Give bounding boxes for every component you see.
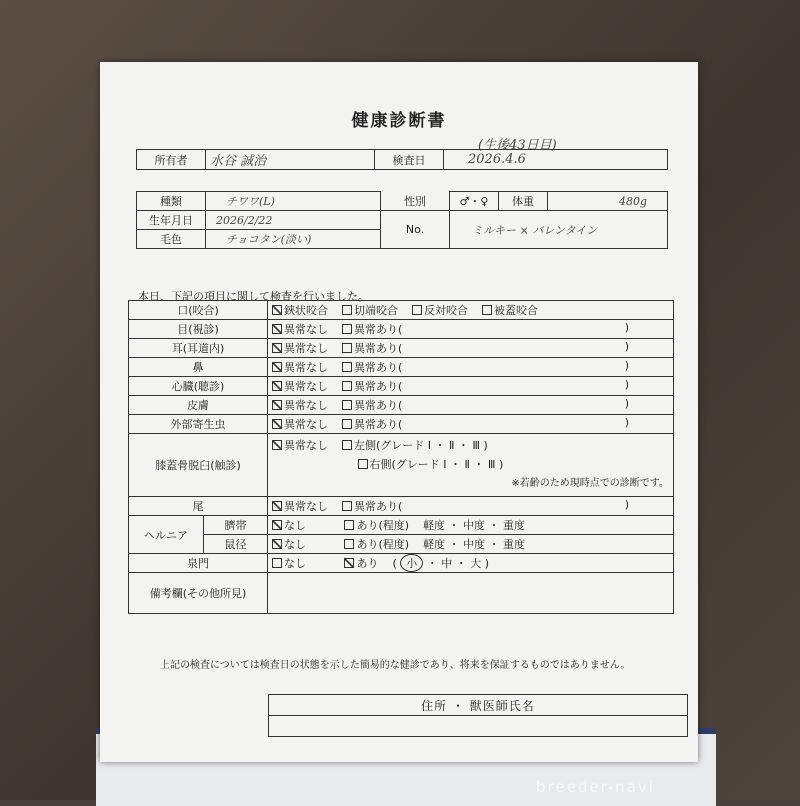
fontanelle-small-circled: 小	[400, 554, 423, 572]
disclaimer: 上記の検査については検査日の状態を示した簡易的な健診であり、将来を保証するものではありません。	[160, 660, 631, 671]
weight-label: 体重	[499, 192, 548, 211]
checkbox-icon	[342, 305, 352, 315]
tail-close: )	[624, 498, 629, 511]
breed-value: チワワ(L)	[206, 192, 381, 211]
row-ear	[129, 339, 674, 358]
hernia-umbilical-grades: 軽度 ・ 中度 ・ 重度	[423, 519, 526, 532]
eye-label: 目(視診)	[129, 320, 268, 339]
hernia-inguinal-grades: 軽度 ・ 中度 ・ 重度	[423, 538, 526, 551]
owner-label: 所有者	[137, 150, 206, 170]
nose-label: 鼻	[129, 358, 268, 377]
checkbox-icon	[358, 459, 368, 469]
eye-ng: 異常あり(	[354, 323, 403, 336]
owner-value: 水谷 誠治	[206, 150, 375, 170]
health-certificate-sheet	[100, 62, 698, 762]
date-label: 検査日	[375, 150, 444, 170]
checkbox-checked-icon	[272, 501, 282, 511]
patella-note: ※若齢のため現時点での診断です。	[511, 478, 669, 489]
checkbox-icon	[342, 501, 352, 511]
row-skin	[129, 396, 674, 415]
checkbox-checked-icon	[272, 539, 282, 549]
ear-options	[268, 339, 674, 358]
remarks-value	[268, 573, 674, 614]
watermark: breeder-navi	[536, 778, 655, 796]
hernia-umbilical-yes: あり(程度)	[356, 519, 410, 532]
checkbox-icon	[344, 539, 354, 549]
exam-intro: 本日、下記の項目に関して検査を行いました。	[138, 290, 369, 303]
checkbox-icon	[342, 343, 352, 353]
patella-options	[268, 434, 674, 497]
parasite-ok: 異常なし	[284, 418, 328, 431]
row-tail	[129, 497, 674, 516]
checkbox-checked-icon	[272, 520, 282, 530]
fontanelle-none: なし	[284, 557, 306, 570]
mouth-opt1: 鋏状咬合	[284, 304, 328, 317]
vet-label: 住所 ・ 獣医師氏名	[269, 695, 688, 716]
eye-close: )	[624, 321, 629, 334]
skin-ok: 異常なし	[284, 399, 328, 412]
breed-label: 種類	[137, 192, 206, 211]
nose-options	[268, 358, 674, 377]
heart-ng: 異常あり(	[354, 380, 403, 393]
checkbox-icon	[344, 520, 354, 530]
row-fontanelle	[129, 554, 674, 573]
checkbox-checked-icon	[272, 343, 282, 353]
hernia-inguinal-label: 鼠径	[203, 535, 267, 554]
checkbox-icon	[342, 324, 352, 334]
mouth-opt2: 切端咬合	[354, 304, 398, 317]
sex-value: ♂・♀	[450, 192, 499, 211]
parasite-label: 外部寄生虫	[129, 415, 268, 434]
heart-ok: 異常なし	[284, 380, 328, 393]
tail-ng: 異常あり(	[354, 500, 403, 513]
checkbox-icon	[342, 419, 352, 429]
remarks-label: 備考欄(その他所見)	[129, 573, 268, 614]
checkbox-icon	[342, 362, 352, 372]
eye-ok: 異常なし	[284, 323, 328, 336]
skin-options	[268, 396, 674, 415]
dob-value: 2026/2/22	[206, 211, 381, 230]
color-label: 毛色	[137, 230, 206, 249]
heart-label: 心臓(聴診)	[129, 377, 268, 396]
hernia-umbilical-options	[268, 516, 674, 535]
row-patella	[129, 434, 674, 497]
hernia-inguinal-yes: あり(程度)	[356, 538, 410, 551]
checkbox-checked-icon	[272, 400, 282, 410]
parasite-options	[268, 415, 674, 434]
checkbox-checked-icon	[272, 324, 282, 334]
heart-options	[268, 377, 674, 396]
nose-ok: 異常なし	[284, 361, 328, 374]
tail-label: 尾	[129, 497, 268, 516]
exam-table	[128, 300, 674, 614]
patella-ok: 異常なし	[284, 439, 328, 452]
row-remarks	[129, 573, 674, 614]
pet-table	[136, 191, 668, 249]
checkbox-icon	[342, 381, 352, 391]
checkbox-icon	[272, 558, 282, 568]
nose-close: )	[624, 359, 629, 372]
fontanelle-options	[268, 554, 674, 573]
hernia-inguinal-none: なし	[284, 538, 306, 551]
checkbox-checked-icon	[344, 558, 354, 568]
row-mouth	[129, 301, 674, 320]
patella-label: 膝蓋骨脱臼(触診)	[129, 434, 268, 497]
hernia-label: ヘルニア	[129, 516, 204, 554]
fontanelle-open: (	[392, 557, 397, 570]
date-value: 2026.4.6	[444, 150, 668, 170]
hernia-umbilical-label: 臍帯	[203, 516, 267, 535]
mouth-opt4: 被蓋咬合	[494, 304, 538, 317]
checkbox-checked-icon	[272, 440, 282, 450]
parasite-close: )	[624, 416, 629, 429]
row-nose	[129, 358, 674, 377]
no-value: ミルキー × バレンタイン	[450, 211, 668, 249]
sex-label: 性別	[381, 192, 450, 211]
mouth-label: 口(咬合)	[129, 301, 268, 320]
age-note: (生後43日目)	[478, 138, 557, 153]
document-title: 健康診断書	[351, 111, 447, 131]
weight-value: 480g	[548, 192, 668, 211]
owner-table	[136, 149, 668, 170]
hernia-umbilical-none: なし	[284, 519, 306, 532]
checkbox-icon	[342, 440, 352, 450]
row-parasite	[129, 415, 674, 434]
checkbox-checked-icon	[272, 305, 282, 315]
checkbox-icon	[482, 305, 492, 315]
ear-ok: 異常なし	[284, 342, 328, 355]
color-value: チョコタン(淡い)	[206, 230, 381, 249]
ear-close: )	[624, 340, 629, 353]
checkbox-checked-icon	[272, 419, 282, 429]
eye-options	[268, 320, 674, 339]
patella-left: 左側(グレード Ⅰ ・ Ⅱ ・ Ⅲ )	[354, 439, 488, 452]
fontanelle-rest: ・ 中 ・ 大 )	[426, 557, 490, 570]
fontanelle-yes: あり	[356, 557, 379, 570]
heart-close: )	[624, 378, 629, 391]
no-label: No.	[381, 211, 450, 249]
fontanelle-label: 泉門	[129, 554, 268, 573]
vet-table	[268, 694, 688, 737]
checkbox-icon	[412, 305, 422, 315]
dob-label: 生年月日	[137, 211, 206, 230]
parasite-ng: 異常あり(	[354, 418, 403, 431]
hernia-inguinal-options	[268, 535, 674, 554]
row-hernia-inguinal	[129, 535, 674, 554]
nose-ng: 異常あり(	[354, 361, 403, 374]
skin-close: )	[624, 397, 629, 410]
ear-label: 耳(耳道内)	[129, 339, 268, 358]
mouth-options	[268, 301, 674, 320]
ear-ng: 異常あり(	[354, 342, 403, 355]
checkbox-checked-icon	[272, 381, 282, 391]
skin-label: 皮膚	[129, 396, 268, 415]
row-eye	[129, 320, 674, 339]
tail-options	[268, 497, 674, 516]
mouth-opt3: 反対咬合	[424, 304, 468, 317]
row-heart	[129, 377, 674, 396]
skin-ng: 異常あり(	[354, 399, 403, 412]
checkbox-icon	[342, 400, 352, 410]
row-hernia-umbilical	[129, 516, 674, 535]
vet-value	[269, 716, 688, 737]
patella-right: 右側(グレード Ⅰ ・ Ⅱ ・ Ⅲ )	[369, 458, 504, 471]
checkbox-checked-icon	[272, 362, 282, 372]
tail-ok: 異常なし	[284, 500, 328, 513]
